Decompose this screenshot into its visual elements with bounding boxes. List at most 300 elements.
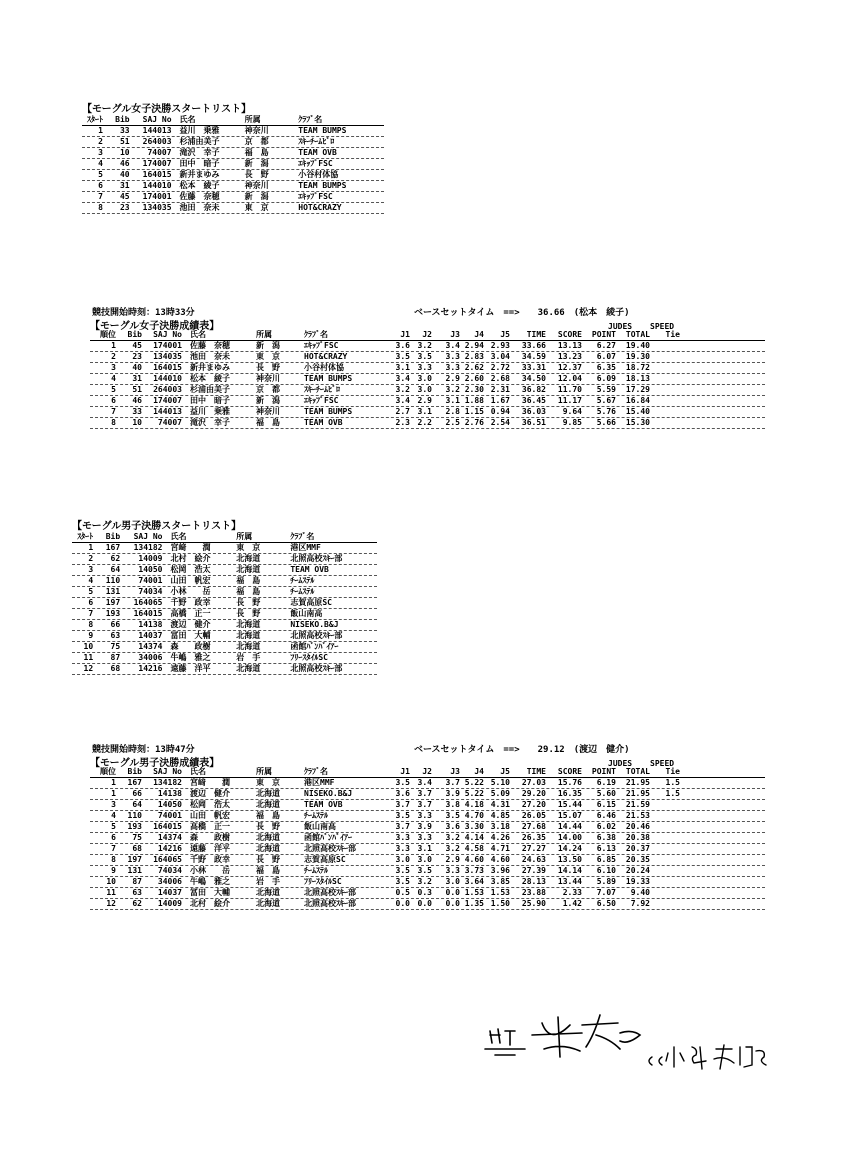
women-start-table (82, 115, 384, 214)
table-row-cell: NISEKO.B&J (304, 789, 353, 798)
table-row-cell: 飯山南高 (304, 822, 336, 831)
table-row-cell: 15.40 (625, 407, 650, 416)
table-row-cell: 2.68 (490, 374, 510, 383)
table-row-cell: 3.5 (417, 352, 432, 361)
table-row (90, 855, 765, 866)
table-row (90, 374, 765, 385)
table-row-cell: 3.6 (445, 822, 460, 831)
table-row-cell: 34.50 (521, 374, 546, 383)
table-row-cell: 3.2 (445, 833, 460, 842)
table-row-cell: 28.13 (521, 877, 546, 886)
table-row-cell: 9.85 (562, 418, 582, 427)
table-row-cell: 池田 奈未 (190, 352, 230, 361)
table-row-cell: 167 (127, 778, 142, 787)
table-row (82, 137, 384, 148)
men-header-top-speed: SPEED (650, 759, 675, 768)
table-row-cell: ﾁｰﾑｽﾃﾙ (304, 811, 328, 820)
table-row-cell: 3.7 (445, 778, 460, 787)
table-row-cell: 3.0 (417, 374, 432, 383)
table-row-cell: 3.0 (417, 385, 432, 394)
table-row-cell: 3.2 (395, 385, 410, 394)
table-row-cell: 12.04 (557, 374, 582, 383)
table-row-cell: 新 潟 (256, 341, 280, 350)
table-row-cell: 26.35 (521, 833, 546, 842)
table-row-cell: 4.70 (464, 811, 484, 820)
men-baseset: ベースセットタイム ==> 29.12 (渡辺 健介) (414, 745, 630, 755)
table-row-cell: 6.13 (596, 844, 616, 853)
table-row-cell: 1.15 (464, 407, 484, 416)
table-row-cell: 14009 (157, 899, 182, 908)
table-row-cell: 3.7 (395, 800, 410, 809)
table-header-cell: 所属 (256, 767, 272, 776)
table-row-cell: 1.53 (464, 888, 484, 897)
table-row-cell: 3.5 (445, 811, 460, 820)
table-row-cell: 9 (88, 631, 94, 640)
table-row-cell: 5.67 (596, 396, 616, 405)
table-row-cell: 0.0 (445, 899, 460, 908)
table-row-cell: 8 (111, 855, 116, 864)
table-row-cell: 51 (132, 385, 142, 394)
table-row-cell: 13.44 (557, 877, 582, 886)
table-row-cell: 34.59 (521, 352, 546, 361)
table-row-cell: 山田 帆宏 (170, 576, 211, 585)
table-row-cell: 福 島 (256, 811, 280, 820)
table-header-cell: ｽﾀｰﾄ (86, 115, 103, 124)
table-row (90, 341, 765, 352)
table-row-cell: 66 (132, 789, 142, 798)
table-row-cell: 33 (132, 407, 142, 416)
table-row-cell: 京 都 (256, 385, 280, 394)
table-row-cell: 11.17 (557, 396, 582, 405)
table-row-cell: 4 (111, 374, 116, 383)
table-row-cell (650, 385, 680, 395)
table-row-cell: 74001 (157, 811, 182, 820)
table-row-cell: 北照高校ｽｷｰ部 (290, 631, 343, 640)
table-row-cell (650, 822, 680, 832)
women-start-time: 競技開始時刻：13時33分 (92, 308, 195, 318)
table-row-cell: 3.2 (445, 385, 460, 394)
table-row-cell: 2.60 (464, 374, 484, 383)
table-row-cell: 7.07 (596, 888, 616, 897)
table-row-cell: 87 (132, 877, 142, 886)
table-row-cell: 松岡 浩太 (170, 565, 211, 574)
table-row-cell: 志賀高原SC (304, 855, 346, 864)
table-row-cell: 北海道 (256, 789, 280, 798)
table-row-cell: 牛嶋 雅之 (190, 877, 230, 886)
table-row-cell: 高橋 正一 (170, 609, 211, 618)
table-row-cell: 6.02 (596, 822, 616, 831)
table-row-cell: ｴｷｯﾌﾟFSC (298, 159, 333, 168)
table-row-cell: 14.14 (557, 866, 582, 875)
table-row-cell: 51 (119, 137, 130, 146)
table-row-cell: 2.76 (464, 418, 484, 427)
table-row-cell: 3.3 (395, 844, 410, 853)
table-row-cell: 長 野 (244, 170, 269, 179)
table-row-cell: 110 (105, 576, 121, 585)
table-row (90, 866, 765, 877)
men-header-top-judes: JUDES (608, 759, 633, 768)
table-row-cell: 3.8 (445, 800, 460, 809)
men-result-title: 【モーグル男子決勝成績表】 (90, 758, 220, 769)
table-row (90, 363, 765, 374)
signature-2-drawing (640, 1035, 780, 1075)
table-row-cell: 74001 (138, 576, 163, 585)
table-row-cell: 6 (111, 833, 116, 842)
table-row (72, 598, 377, 609)
table-header-cell: J3 (450, 767, 460, 776)
table-row-cell: 3.5 (395, 811, 410, 820)
table-row-cell: ﾁｰﾑｽﾃﾙ (290, 576, 315, 585)
table-row-cell: 17.29 (625, 385, 650, 394)
table-row-cell: 長 野 (256, 855, 280, 864)
table-row (72, 587, 377, 598)
table-row-cell: 3 (111, 800, 116, 809)
table-row (82, 181, 384, 192)
table-row-cell: 3.3 (417, 363, 432, 372)
women-header-top-judes: JUDES (608, 322, 633, 331)
table-row-cell: 宮﨑 潤 (190, 778, 230, 787)
table-row-cell: 74034 (157, 866, 182, 875)
table-row-cell: 14.24 (557, 844, 582, 853)
women-result-table (90, 330, 765, 429)
table-row-cell: 64 (132, 800, 142, 809)
table-row-cell: 北海道 (256, 844, 280, 853)
table-row-cell: 6.09 (596, 374, 616, 383)
table-row-cell: 174007 (142, 159, 172, 168)
table-header-cell: SAJ No (133, 532, 163, 541)
table-row-cell: ｽｷｰﾁｰﾑﾋﾞﾛ (304, 385, 340, 394)
table-row-cell: 11 (106, 888, 116, 897)
table-row-cell: 滝沢 幸子 (190, 418, 230, 427)
table-row-cell: 5 (88, 587, 94, 596)
table-row-cell: 2.9 (445, 374, 460, 383)
table-row (82, 148, 384, 159)
table-header-cell: 所属 (244, 115, 261, 124)
signature-1-drawing (470, 1005, 660, 1065)
table-header-cell: Tie (665, 767, 680, 776)
table-row (82, 159, 384, 170)
table-row-cell: 3 (98, 148, 103, 157)
table-row-cell: 14037 (138, 631, 163, 640)
table-row-cell: 遠藤 洋平 (170, 664, 211, 673)
table-row-cell: 134035 (153, 352, 182, 361)
table-row-cell: 渡辺 健介 (190, 789, 230, 798)
table-row-cell: 3.6 (395, 341, 410, 350)
men-start-title: 【モーグル男子決勝スタートリスト】 (72, 521, 242, 532)
table-row-cell: 18.13 (625, 374, 650, 383)
table-row-cell: 10 (106, 877, 116, 886)
men-result (90, 745, 765, 910)
table-row-cell: 23 (119, 203, 130, 212)
table-row-cell: 小谷村体協 (298, 170, 339, 179)
table-header-cell: ｸﾗﾌﾞ名 (290, 532, 315, 541)
table-row-cell (650, 418, 680, 428)
table-row-cell: 2.54 (490, 418, 510, 427)
table-row-cell: 新 潟 (244, 192, 269, 201)
table-row-cell (650, 374, 680, 384)
table-row (82, 192, 384, 203)
table-row-cell: 164015 (153, 822, 182, 831)
table-row-cell: 長 野 (236, 598, 261, 607)
table-row-cell: 5.22 (464, 789, 484, 798)
table-header-cell: SAJ No (142, 115, 172, 124)
table-header-cell: ｽﾀｰﾄ (77, 532, 94, 541)
table-row-cell: 27.03 (521, 778, 546, 787)
table-row-cell: NISEKO.B&J (290, 620, 339, 629)
table-row-cell: 遠藤 洋平 (190, 844, 230, 853)
table-row-cell: 2.8 (445, 407, 460, 416)
table-header-cell: ｸﾗﾌﾞ名 (304, 767, 328, 776)
table-row-cell: 1.5 (665, 778, 680, 787)
table-row-cell: TEAM BUMPS (298, 181, 347, 190)
table-row-cell: 東 京 (236, 543, 261, 552)
women-result (90, 308, 765, 429)
table-row-cell: 東 京 (256, 352, 280, 361)
table-header-cell: J4 (474, 330, 484, 339)
table-header-cell: J2 (422, 330, 432, 339)
table-header-cell: 氏名 (190, 330, 206, 339)
table-row-cell: 2.2 (417, 418, 432, 427)
table-row-cell: 千野 政幸 (190, 855, 230, 864)
table-row-cell: 北照高校ｽｷｰ部 (304, 888, 356, 897)
table-row-cell: 264003 (142, 137, 172, 146)
table-row (90, 844, 765, 855)
table-row (90, 407, 765, 418)
table-row-cell: 13.23 (557, 352, 582, 361)
table-row-cell: 5 (111, 822, 116, 831)
table-row-cell: 193 (127, 822, 142, 831)
table-row-cell: 14374 (157, 833, 182, 842)
table-row-cell: 2.72 (490, 363, 510, 372)
table-row-cell: 144010 (153, 374, 182, 383)
table-row-cell (650, 341, 680, 351)
table-header-cell: POINT (591, 767, 616, 776)
table-row-cell: 2.33 (562, 888, 582, 897)
table-row-cell: 68 (132, 844, 142, 853)
table-row-cell: 6.10 (596, 866, 616, 875)
signature-2 (640, 1035, 780, 1075)
table-row-cell: 3.7 (417, 789, 432, 798)
table-row (72, 620, 377, 631)
table-row-cell (650, 877, 680, 887)
table-row-cell: TEAM BUMPS (304, 374, 353, 383)
table-row-cell: 74007 (147, 148, 172, 157)
table-row-cell: 北照高校ｽｷｰ部 (304, 844, 356, 853)
table-row-cell: 6 (98, 181, 103, 190)
table-row-cell: 14009 (138, 554, 163, 563)
table-header-cell: J2 (422, 767, 432, 776)
table-header-cell: 所属 (236, 532, 253, 541)
table-row-cell: 2.9 (445, 855, 460, 864)
table-row-cell: 福 島 (244, 148, 269, 157)
table-row-cell: 1.35 (464, 899, 484, 908)
table-row-cell: 20.35 (625, 855, 650, 864)
table-header (82, 115, 384, 126)
table-row-cell: 20.46 (625, 822, 650, 831)
table-row-cell: 11 (83, 653, 94, 662)
table-row (72, 664, 377, 675)
table-row-cell: 63 (132, 888, 142, 897)
table-row-cell: 0.0 (417, 899, 432, 908)
men-start-list (72, 521, 377, 675)
table-row-cell: 33 (119, 126, 130, 135)
table-row (90, 778, 765, 789)
table-header-cell: 氏名 (170, 532, 187, 541)
table-row (72, 543, 377, 554)
table-row-cell: ﾁｰﾑｽﾃﾙ (290, 587, 315, 596)
table-row-cell: 134035 (142, 203, 172, 212)
table-row-cell: 3.1 (417, 844, 432, 853)
table-row-cell: 3 (111, 363, 116, 372)
table-row-cell: 福 島 (256, 866, 280, 875)
table-row (82, 126, 384, 137)
table-row-cell: 小林 岳 (190, 866, 230, 875)
table-row-cell: 長 野 (256, 363, 280, 372)
table-row-cell (650, 866, 680, 876)
table-row-cell: 36.51 (521, 418, 546, 427)
table-row-cell (650, 352, 680, 362)
table-row (90, 833, 765, 844)
table-row-cell (650, 888, 680, 898)
signature-1 (470, 1005, 660, 1065)
table-row-cell: 23.88 (521, 888, 546, 897)
table-row-cell: 3.5 (395, 877, 410, 886)
table-row-cell: 4.60 (464, 855, 484, 864)
table-header-cell: Bib (127, 767, 142, 776)
table-row-cell: 144013 (142, 126, 172, 135)
table-header-cell: TOTAL (625, 767, 650, 776)
women-start-list (82, 104, 384, 214)
table-row-cell: 33.31 (521, 363, 546, 372)
table-row-cell: 164015 (133, 609, 163, 618)
table-row-cell: 14037 (157, 888, 182, 897)
table-row-cell: 4.31 (490, 800, 510, 809)
table-row-cell: 4.71 (490, 844, 510, 853)
table-row-cell: 134182 (133, 543, 163, 552)
table-row (82, 170, 384, 181)
table-row-cell: 北海道 (236, 554, 261, 563)
table-row-cell: 佐藤 奈穂 (179, 192, 220, 201)
table-row-cell: 5.10 (490, 778, 510, 787)
table-row-cell: 東 京 (256, 778, 280, 787)
table-row-cell: 20.24 (625, 866, 650, 875)
table-row-cell: 3.0 (395, 855, 410, 864)
table-row-cell: 27.39 (521, 866, 546, 875)
table-row-cell: 34006 (138, 653, 163, 662)
table-row-cell: 14.00 (557, 833, 582, 842)
table-row-cell: 131 (127, 866, 142, 875)
table-row-cell: 杉浦由美子 (179, 137, 220, 146)
table-row-cell: 74034 (138, 587, 163, 596)
table-row-cell: 飯山南高 (290, 609, 323, 618)
table-row-cell (650, 363, 680, 373)
table-row-cell: 164015 (142, 170, 172, 179)
table-row-cell: 3.85 (490, 877, 510, 886)
table-row-cell: 14050 (138, 565, 163, 574)
table-row-cell: 20.38 (625, 833, 650, 842)
table-row-cell: 15.30 (625, 418, 650, 427)
table-row-cell: 千野 政幸 (170, 598, 211, 607)
table-row-cell: 19.30 (625, 352, 650, 361)
table-row-cell: 高橋 正一 (190, 822, 230, 831)
table-header-cell: J3 (450, 330, 460, 339)
table-row-cell: 3.4 (395, 374, 410, 383)
table-row (90, 888, 765, 899)
table-row-cell: 21.53 (625, 811, 650, 820)
table-row (72, 642, 377, 653)
table-row (90, 789, 765, 800)
table-row-cell: 0.94 (490, 407, 510, 416)
table-row-cell: 13.13 (557, 341, 582, 350)
table-row-cell: 62 (132, 899, 142, 908)
table-row-cell (650, 407, 680, 417)
table-row-cell: 14050 (157, 800, 182, 809)
table-row-cell: 1 (111, 789, 116, 798)
table-row-cell: 3.18 (490, 822, 510, 831)
table-row-cell: 4.14 (464, 833, 484, 842)
table-row-cell: 40 (132, 363, 142, 372)
table-row-cell: ﾌﾘｰｽﾀｲﾙSC (290, 653, 328, 662)
table-row-cell: 174001 (153, 341, 182, 350)
table-header-cell: SCORE (557, 330, 582, 339)
table-row-cell: 5.66 (596, 418, 616, 427)
table-row-cell: 3.4 (395, 396, 410, 405)
table-row-cell: 神奈川 (256, 407, 280, 416)
table-row (90, 877, 765, 888)
table-row-cell: 167 (105, 543, 121, 552)
table-row-cell: 19.33 (625, 877, 650, 886)
table-row-cell: 岩 手 (256, 877, 280, 886)
table-row-cell: 2 (88, 554, 94, 563)
table-row-cell: 1.53 (490, 888, 510, 897)
table-row-cell: 長 野 (236, 609, 261, 618)
table-row-cell: 3.4 (445, 341, 460, 350)
table-row-cell: 21.95 (625, 789, 650, 798)
table-row-cell: 2.31 (490, 385, 510, 394)
table-row-cell: 冨田 大輔 (190, 888, 230, 897)
table-row-cell: 2.5 (445, 418, 460, 427)
table-row-cell: 牛嶋 雅之 (170, 653, 211, 662)
table-row-cell: 福 島 (236, 576, 261, 585)
table-row-cell: 264003 (153, 385, 182, 394)
table-row-cell: 36.03 (521, 407, 546, 416)
table-row-cell: 31 (132, 374, 142, 383)
table-row-cell: 45 (132, 341, 142, 350)
table-row-cell: 5.59 (596, 385, 616, 394)
table-row-cell: TEAM OVB (298, 148, 337, 157)
table-row-cell: 0.5 (395, 888, 410, 897)
table-header-cell: TIME (526, 767, 546, 776)
table-row-cell: 3.0 (417, 855, 432, 864)
table-row (90, 800, 765, 811)
table-row-cell: 87 (110, 653, 121, 662)
table-row-cell: 北海道 (256, 888, 280, 897)
table-row-cell: 27.27 (521, 844, 546, 853)
table-row (90, 385, 765, 396)
table-row-cell: 10 (83, 642, 94, 651)
table-row-cell: 1.88 (464, 396, 484, 405)
table-row-cell: 森 政樹 (190, 833, 230, 842)
table-row-cell: 2 (111, 352, 116, 361)
women-header-top-speed: SPEED (650, 322, 675, 331)
table-header-cell: 所属 (256, 330, 272, 339)
table-row (72, 554, 377, 565)
table-row-cell: 134182 (153, 778, 182, 787)
table-row-cell: 12.37 (557, 363, 582, 372)
table-row-cell: 4 (111, 811, 116, 820)
table-row-cell: 174001 (142, 192, 172, 201)
table-header-cell: Bib (127, 330, 142, 339)
